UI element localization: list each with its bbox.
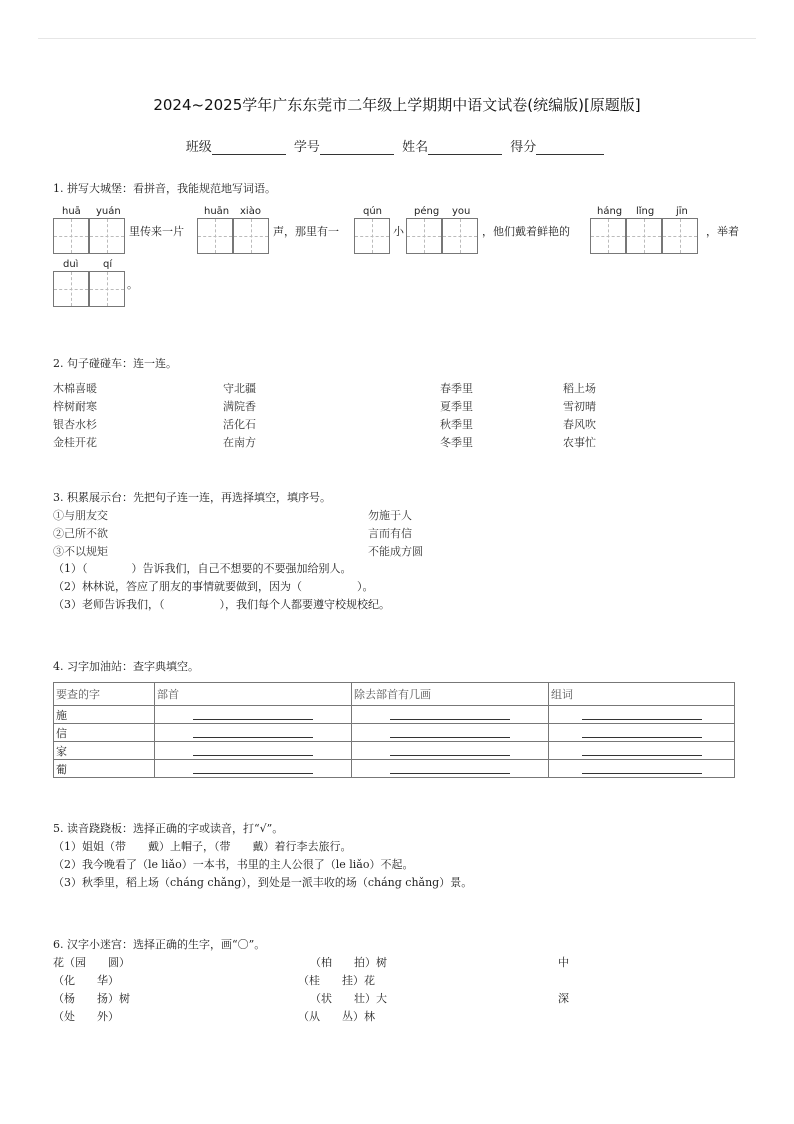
answer-cell[interactable] <box>352 742 549 760</box>
q3-sentence[interactable]: （1）（ ）告诉我们，自己不想要的不要强加给别人。 <box>53 562 352 575</box>
pinyin: jīn <box>676 206 688 217</box>
pinyin: xiào <box>240 206 261 217</box>
q1-text: 小 <box>393 225 404 238</box>
write-box[interactable] <box>233 218 269 254</box>
write-box[interactable] <box>626 218 662 254</box>
char-cell: 施 <box>54 706 155 724</box>
q6-choice[interactable]: （杨 扬）树 <box>53 992 130 1005</box>
match-item[interactable]: 梓树耐寒 <box>53 400 97 413</box>
student-info <box>0 136 794 155</box>
write-box[interactable] <box>442 218 478 254</box>
q1-text: ，举着 <box>706 225 739 238</box>
write-box[interactable] <box>89 271 125 307</box>
table-header: 要查的字 <box>54 683 155 706</box>
match-item[interactable]: 守北疆 <box>223 382 256 395</box>
q6-choice[interactable]: 中 <box>558 956 569 969</box>
write-box[interactable] <box>53 218 89 254</box>
q5-stem: 5. 读音跷跷板：选择正确的字或读音，打“√”。 <box>53 822 284 835</box>
q3-sentence[interactable]: （2）林林说，答应了朋友的事情就要做到，因为（ ）。 <box>53 580 374 593</box>
match-item[interactable]: 春季里 <box>440 382 473 395</box>
pinyin: péng <box>414 206 440 217</box>
pinyin: qún <box>363 206 383 217</box>
char-cell: 信 <box>54 724 155 742</box>
q1-stem: 1. 拼写大城堡：看拼音，我能规范地写词语。 <box>53 182 276 195</box>
match-item[interactable]: 木棉喜暖 <box>53 382 97 395</box>
char-cell: 家 <box>54 742 155 760</box>
write-box[interactable] <box>354 218 390 254</box>
answer-cell[interactable] <box>549 724 735 742</box>
match-item[interactable]: 言而有信 <box>368 527 412 540</box>
class-label: 班级 <box>185 140 212 155</box>
pinyin: duì <box>63 259 79 270</box>
pinyin: huā <box>62 206 81 217</box>
number-label: 学号 <box>293 140 320 155</box>
write-box[interactable] <box>406 218 442 254</box>
write-box[interactable] <box>89 218 125 254</box>
q1-text: 声，那里有一 <box>273 225 339 238</box>
q6-choice[interactable]: 深 <box>558 992 569 1005</box>
match-item[interactable]: ③不以规矩 <box>53 545 108 558</box>
match-item[interactable]: 金桂开花 <box>53 436 97 449</box>
write-box[interactable] <box>662 218 698 254</box>
answer-cell[interactable] <box>549 706 735 724</box>
match-item[interactable]: 不能成方圆 <box>368 545 423 558</box>
match-item[interactable]: 在南方 <box>223 436 256 449</box>
match-item[interactable]: 农事忙 <box>563 436 596 449</box>
q6-choice[interactable]: （处 外） <box>53 1010 119 1023</box>
q3-stem: 3. 积累展示台：先把句子连一连，再选择填空，填序号。 <box>53 491 331 504</box>
header-rule <box>38 38 756 39</box>
name-blank[interactable] <box>428 142 502 155</box>
match-item[interactable]: ②己所不欲 <box>53 527 108 540</box>
q6-choice[interactable]: （柏 拍）树 <box>310 956 387 969</box>
q6-choice[interactable]: （桂 挂）花 <box>298 974 375 987</box>
q1-text: ，他们戴着鲜艳的 <box>482 225 570 238</box>
match-item[interactable]: 满院香 <box>223 400 256 413</box>
dictionary-table <box>53 682 735 778</box>
q5-sentence[interactable]: （3）秋季里，稻上场（cháng chǎng），到处是一派丰收的场（cháng chǎng）景。 <box>53 876 473 889</box>
match-item[interactable]: 秋季里 <box>440 418 473 431</box>
match-item[interactable]: 银杏水杉 <box>53 418 97 431</box>
answer-cell[interactable] <box>352 724 549 742</box>
table-row <box>54 760 735 778</box>
table-row <box>54 724 735 742</box>
number-blank[interactable] <box>320 142 394 155</box>
match-item[interactable]: ①与朋友交 <box>53 509 108 522</box>
answer-cell[interactable] <box>352 760 549 778</box>
q6-stem: 6. 汉字小迷宫：选择正确的生字，画“〇”。 <box>53 938 266 951</box>
class-blank[interactable] <box>212 142 286 155</box>
match-item[interactable]: 稻上场 <box>563 382 596 395</box>
q1-text: 里传来一片 <box>129 225 184 238</box>
q6-choice[interactable]: （从 丛）林 <box>298 1010 375 1023</box>
write-box[interactable] <box>197 218 233 254</box>
q3-sentence[interactable]: （3）老师告诉我们，（ ），我们每个人都要遵守校规校纪。 <box>53 598 390 611</box>
answer-cell[interactable] <box>549 760 735 778</box>
char-cell: 葡 <box>54 760 155 778</box>
answer-cell[interactable] <box>155 742 352 760</box>
pinyin: you <box>452 206 471 217</box>
match-item[interactable]: 雪初晴 <box>563 400 596 413</box>
score-label: 得分 <box>510 140 537 155</box>
answer-cell[interactable] <box>155 724 352 742</box>
table-header: 组词 <box>549 683 735 706</box>
match-item[interactable]: 活化石 <box>223 418 256 431</box>
pinyin: huān <box>204 206 230 217</box>
table-header: 除去部首有几画 <box>352 683 549 706</box>
score-blank[interactable] <box>536 142 604 155</box>
answer-cell[interactable] <box>155 706 352 724</box>
match-item[interactable]: 冬季里 <box>440 436 473 449</box>
q6-choice[interactable]: 花（园 圆） <box>53 956 130 969</box>
table-header: 部首 <box>155 683 352 706</box>
page-title: 2024~2025学年广东东莞市二年级上学期期中语文试卷(统编版)[原题版] <box>153 96 641 114</box>
answer-cell[interactable] <box>549 742 735 760</box>
q2-stem: 2. 句子碰碰车：连一连。 <box>53 357 177 370</box>
answer-cell[interactable] <box>155 760 352 778</box>
answer-cell[interactable] <box>352 706 549 724</box>
pinyin: háng <box>597 206 623 217</box>
match-item[interactable]: 勿施于人 <box>368 509 412 522</box>
table-row <box>54 742 735 760</box>
table-row <box>54 706 735 724</box>
pinyin: qí <box>103 259 113 270</box>
q6-choice[interactable]: （化 华） <box>53 974 119 987</box>
q1-text: 。 <box>127 278 138 291</box>
match-item[interactable]: 夏季里 <box>440 400 473 413</box>
q5-sentence[interactable]: （1）姐姐（带 戴）上帽子，（带 戴）着行李去旅行。 <box>53 840 352 853</box>
q5-sentence[interactable]: （2）我今晚看了（le liǎo）一本书，书里的主人公很了（le liǎo）不起。 <box>53 858 414 871</box>
pinyin: lǐng <box>636 206 655 217</box>
pinyin: yuán <box>96 206 121 217</box>
q4-stem: 4. 习字加油站：查字典填空。 <box>53 660 199 673</box>
write-box[interactable] <box>53 271 89 307</box>
match-item[interactable]: 春风吹 <box>563 418 596 431</box>
write-box[interactable] <box>590 218 626 254</box>
q6-choice[interactable]: （状 壮）大 <box>310 992 387 1005</box>
name-label: 姓名 <box>402 140 429 155</box>
